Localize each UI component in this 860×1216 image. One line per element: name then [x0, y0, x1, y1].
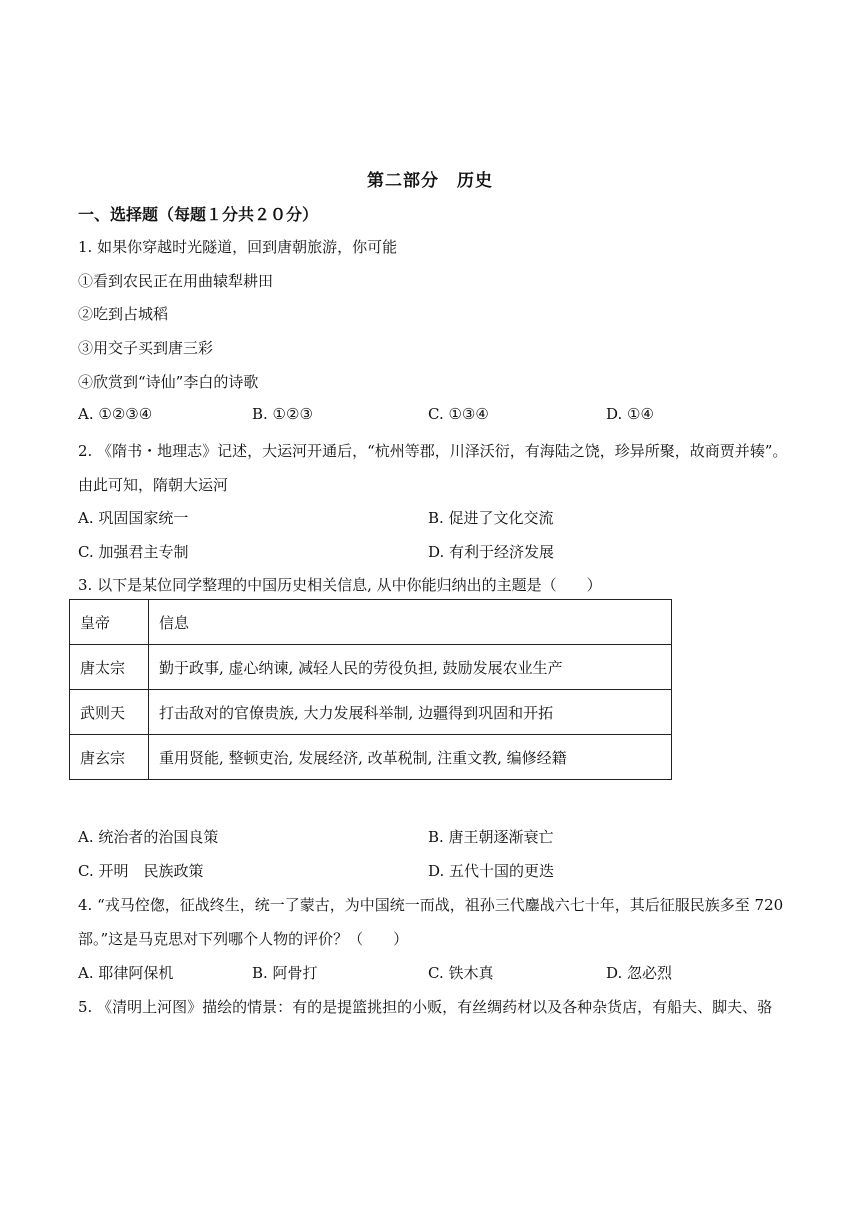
table-cell-info: 勤于政事, 虚心纳谏, 减轻人民的劳役负担, 鼓励发展农业生产: [149, 645, 672, 690]
question-4-stem-line-2: 部。”这是马克思对下列哪个人物的评价？（ ）: [78, 930, 409, 948]
question-4-option-a[interactable]: A. 耶律阿保机: [78, 964, 174, 982]
question-1-stem: 1. 如果你穿越时光隧道，回到唐朝旅游，你可能: [78, 238, 398, 256]
question-5-stem-line-1: 5. 《清明上河图》描绘的情景：有的是提篮挑担的小贩，有丝绸药材以及各种杂货店，有船夫、脚夫、骆: [78, 998, 773, 1016]
table-header-row: [70, 600, 672, 645]
question-3-info-table: [69, 599, 672, 780]
question-1-item-3: ③用交子买到唐三彩: [78, 339, 214, 357]
table-cell-info: 重用贤能, 整顿吏治, 发展经济, 改革税制, 注重文教, 编修经籍: [149, 735, 672, 780]
page-title: 第二部分 历史: [367, 171, 493, 191]
question-1-item-1: ①看到农民正在用曲辕犁耕田: [78, 272, 274, 290]
question-3-option-d[interactable]: D. 五代十国的更迭: [428, 862, 555, 880]
table-cell-emperor: 唐玄宗: [70, 735, 149, 780]
question-2-option-a[interactable]: A. 巩固国家统一: [78, 509, 189, 527]
question-2-stem-line-2: 由此可知，隋朝大运河: [78, 476, 229, 494]
question-3-option-c[interactable]: C. 开明 民族政策: [78, 862, 204, 880]
question-1-item-4: ④欣赏到“诗仙”李白的诗歌: [78, 373, 259, 391]
question-3-option-b[interactable]: B. 唐王朝逐渐衰亡: [428, 828, 554, 846]
question-4-option-d[interactable]: D. 忽必烈: [606, 964, 673, 982]
question-1-option-c[interactable]: C. ①③④: [428, 405, 489, 423]
question-2-stem-line-1: 2. 《隋书・地理志》记述，大运河开通后，“杭州等郡，川泽沃衍，有海陆之饶，珍异所聚，故商贾并辏”。: [78, 442, 788, 460]
question-4-option-c[interactable]: C. 铁木真: [428, 964, 494, 982]
question-2-option-b[interactable]: B. 促进了文化交流: [428, 509, 554, 527]
question-2-option-d[interactable]: D. 有利于经济发展: [428, 543, 555, 561]
question-2-option-c[interactable]: C. 加强君主专制: [78, 543, 189, 561]
question-3-option-a[interactable]: A. 统治者的治国良策: [78, 828, 219, 846]
question-3-stem: 3. 以下是某位同学整理的中国历史相关信息, 从中你能归纳出的主题是（ ）: [78, 576, 602, 594]
table-cell-emperor: 唐太宗: [70, 645, 149, 690]
table-header-emperor: 皇帝: [70, 600, 149, 645]
section-heading: 一、选择题（每题１分共２０分）: [78, 205, 319, 224]
table-row: [70, 735, 672, 780]
question-1-option-d[interactable]: D. ①④: [606, 405, 654, 423]
table-cell-info: 打击敌对的官僚贵族, 大力发展科举制, 边疆得到巩固和开拓: [149, 690, 672, 735]
question-4-stem-line-1: 4. “戎马倥偬，征战终生，统一了蒙古，为中国统一而战，祖孙三代鏖战六七十年，其后征服民族多至 720: [78, 896, 784, 914]
table-cell-emperor: 武则天: [70, 690, 149, 735]
question-1-option-a[interactable]: A. ①②③④: [78, 405, 153, 423]
table-row: [70, 690, 672, 735]
table-header-info: 信息: [149, 600, 672, 645]
question-4-option-b[interactable]: B. 阿骨打: [252, 964, 318, 982]
question-1-item-2: ②吃到占城稻: [78, 305, 169, 323]
table-row: [70, 645, 672, 690]
question-1-option-b[interactable]: B. ①②③: [252, 405, 313, 423]
